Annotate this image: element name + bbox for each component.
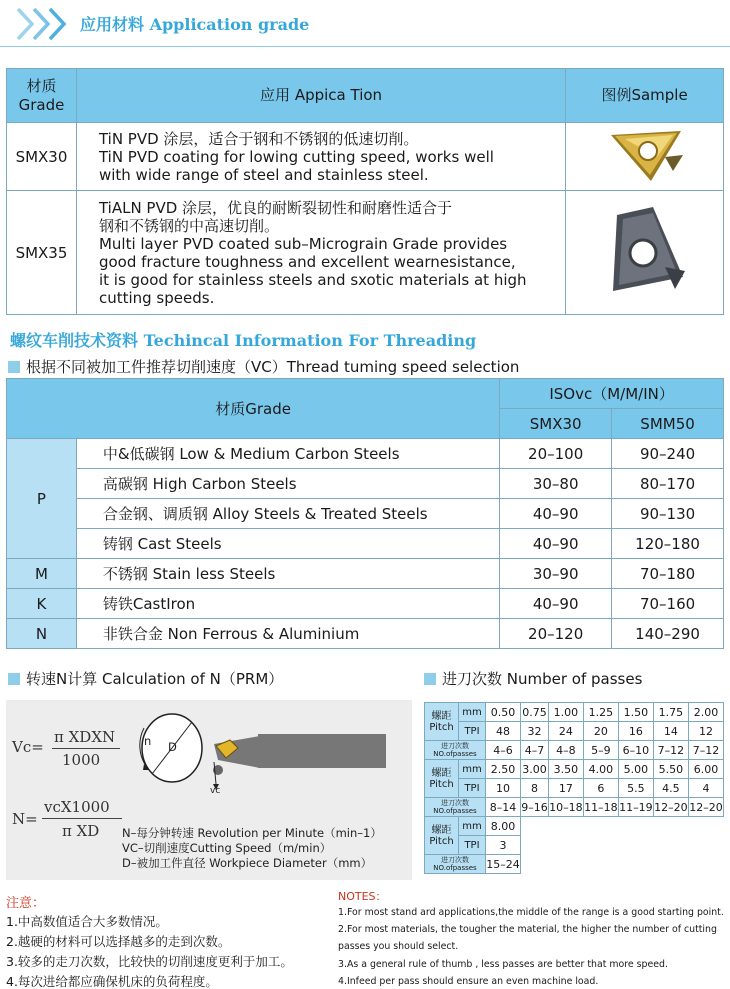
col-smx30: SMX30 (500, 409, 612, 439)
cn-note: 2.越硬的材料可以选择越多的走到次数。 (6, 934, 231, 949)
fraction-bar (52, 748, 120, 749)
passes-value: 11–18 (583, 798, 618, 817)
square-bullet-icon (8, 361, 20, 373)
tpi-value: 17 (548, 779, 583, 798)
empty-cell (653, 836, 688, 855)
application-header: 应用 Appica Tion (76, 69, 565, 123)
page-title: 应用材料 Application grade (80, 15, 310, 34)
empty-cell (688, 817, 723, 836)
passes-value: 7–12 (688, 741, 723, 760)
tpi-value: 5.5 (618, 779, 653, 798)
calc-legend-line: VC–切削速度Cutting Speed（m/min） (122, 841, 332, 855)
speed-value: 80–170 (612, 469, 724, 499)
calculation-panel (6, 700, 412, 880)
en-notes-title: NOTES： (338, 890, 387, 903)
fraction-bar (42, 818, 122, 819)
empty-cell (521, 836, 549, 855)
material-name: 铸铁CastIron (76, 589, 499, 619)
empty-cell (688, 836, 723, 855)
material-name: 不锈钢 Stain less Steels (76, 559, 499, 589)
tpi-value: 8 (521, 779, 549, 798)
passes-value: 15–24 (486, 855, 521, 874)
speed-value: 40–90 (500, 589, 612, 619)
pitch-mm-value: 1.25 (583, 703, 618, 722)
iso-header: ISOvc（M/M/IN） (500, 379, 724, 409)
pitch-mm-value: 0.50 (486, 703, 521, 722)
empty-cell (583, 817, 618, 836)
passes-value: 9–16 (521, 798, 549, 817)
pitch-mm-value: 5.00 (618, 760, 653, 779)
square-bullet-icon (8, 673, 20, 685)
grade-cell: SMX30 (7, 123, 77, 191)
en-notes (338, 904, 730, 989)
empty-cell (583, 855, 618, 874)
pitch-mm-value: 1.50 (618, 703, 653, 722)
en-note: 4.Infeed per pass should ensure an even machine load. (338, 975, 599, 987)
passes-label: 进刀次数 NO.ofpasses (425, 798, 486, 817)
empty-cell (688, 855, 723, 874)
passes-value: 5–9 (583, 741, 618, 760)
material-name: 中&低碳钢 Low & Medium Carbon Steels (76, 439, 499, 469)
n-denominator: π XD (62, 822, 100, 840)
passes-value: 6–10 (618, 741, 653, 760)
speed-value: 90–240 (612, 439, 724, 469)
calc-legend-line: D–被加工件直径 Workpiece Diameter（mm） (122, 856, 373, 870)
label-d: D (168, 740, 177, 754)
group-cell: N (7, 619, 77, 649)
unit-tpi: TPI (459, 779, 486, 798)
tpi-value: 14 (653, 722, 688, 741)
cn-note: 3.较多的走刀次数，比较快的切削速度更利于加工。 (6, 954, 293, 969)
passes-value: 7–12 (653, 741, 688, 760)
empty-cell (548, 817, 583, 836)
passes-value: 12–20 (688, 798, 723, 817)
tpi-value: 6 (583, 779, 618, 798)
pitch-mm-value: 0.75 (521, 703, 549, 722)
speed-value: 20–100 (500, 439, 612, 469)
tpi-value: 10 (486, 779, 521, 798)
empty-cell (618, 817, 653, 836)
speed-value: 30–80 (500, 469, 612, 499)
cn-note: 4.每次进给都应确保机床的负荷程度。 (6, 974, 218, 989)
header-divider (0, 46, 730, 47)
unit-mm: mm (459, 760, 486, 779)
sample-cell (566, 191, 724, 315)
pitch-mm-value: 2.00 (688, 703, 723, 722)
sample-cell (566, 123, 724, 191)
calc-legend-line: N–每分钟转速 Revolution per Minute（min–1） (122, 826, 382, 840)
tpi-value: 12 (688, 722, 723, 741)
unit-mm: mm (459, 703, 486, 722)
speed-subtitle: 根据不同被加工件推荐切削速度（VC）Thread tuming speed selection (8, 356, 519, 377)
empty-cell (521, 855, 549, 874)
speed-value: 90–130 (612, 499, 724, 529)
speed-value: 120–180 (612, 529, 724, 559)
material-name: 铸钢 Cast Steels (76, 529, 499, 559)
vc-denominator: 1000 (62, 751, 101, 769)
square-bullet-icon (424, 673, 436, 685)
unit-tpi: TPI (459, 722, 486, 741)
col-smm50: SMM50 (612, 409, 724, 439)
tpi-value: 4 (688, 779, 723, 798)
empty-cell (548, 855, 583, 874)
calc-title: 转速N计算 Calculation of N（PRM） (8, 668, 283, 689)
unit-tpi: TPI (459, 836, 486, 855)
pitch-mm-value: 6.00 (688, 760, 723, 779)
material-name: 高碳钢 High Carbon Steels (76, 469, 499, 499)
vc-numerator: π XDXN (54, 728, 116, 746)
en-note: 1.For most stand ard applications,the middle of the range is a good starting point. (338, 907, 724, 918)
label-n: n (144, 734, 152, 748)
pitch-label: 螺距 Pitch (425, 703, 459, 741)
n-lhs: N= (12, 810, 38, 828)
en-note: passes you should select. (338, 941, 459, 953)
en-note: 3.As a general rule of thumb , less passes are better that more speed. (338, 958, 668, 970)
grey-insert-image (603, 205, 687, 297)
application-grade-table (6, 68, 724, 315)
pitch-label: 螺距 Pitch (425, 760, 459, 798)
empty-cell (583, 836, 618, 855)
passes-table (424, 702, 724, 874)
empty-cell (618, 836, 653, 855)
pitch-mm-value: 3.50 (548, 760, 583, 779)
speed-table (6, 378, 724, 649)
cn-notes (6, 912, 293, 989)
sample-header: 图例Sample (566, 69, 724, 123)
pitch-label: 螺距 Pitch (425, 817, 459, 855)
speed-value: 40–90 (500, 529, 612, 559)
vc-lhs: Vc= (12, 738, 44, 756)
pitch-mm-value: 8.00 (486, 817, 521, 836)
tpi-value: 32 (521, 722, 549, 741)
passes-value: 4–8 (548, 741, 583, 760)
speed-value: 40–90 (500, 499, 612, 529)
speed-value: 20–120 (500, 619, 612, 649)
cn-notes-title: 注意： (6, 896, 46, 911)
empty-cell (653, 817, 688, 836)
tpi-value: 3 (486, 836, 521, 855)
pitch-mm-value: 2.50 (486, 760, 521, 779)
speed-value: 140–290 (612, 619, 724, 649)
page-header (0, 0, 730, 50)
grade-description: TiALN PVD 涂层，优良的耐断裂韧性和耐磨性适合于 钢和不锈钢的中高速切削。 Multi layer PVD coated sub–Micrograin Grade provides good fracture toughness and excellent wearnesistance, it is good for stainless steels and sxotic materials at high cutting speeds. (76, 191, 565, 315)
cn-note: 1.中高数值适合大多数情况。 (6, 914, 168, 929)
group-cell: K (7, 589, 77, 619)
tpi-value: 4.5 (653, 779, 688, 798)
speed-value: 70–180 (612, 559, 724, 589)
passes-title: 进刀次数 Number of passes (424, 668, 642, 689)
grade-cell: SMX35 (7, 191, 77, 315)
en-note: 2.For most materials, the tougher the material, the higher the number of cutting (338, 924, 717, 936)
passes-value: 12–20 (653, 798, 688, 817)
material-name: 合金钢、调质钢 Alloy Steels & Treated Steels (76, 499, 499, 529)
empty-cell (618, 855, 653, 874)
pitch-mm-value: 4.00 (583, 760, 618, 779)
unit-mm: mm (459, 817, 486, 836)
speed-value: 30–90 (500, 559, 612, 589)
passes-value: 8–14 (486, 798, 521, 817)
pitch-mm-value: 3.00 (521, 760, 549, 779)
passes-value: 10–18 (548, 798, 583, 817)
group-cell: M (7, 559, 77, 589)
group-cell: P (7, 439, 77, 559)
empty-cell (521, 817, 549, 836)
passes-value: 11–19 (618, 798, 653, 817)
tpi-value: 48 (486, 722, 521, 741)
speed-value: 70–160 (612, 589, 724, 619)
grade-description: TiN PVD 涂层，适合于钢和不锈钢的低速切削。 TiN PVD coating for lowing cutting speed, works well with wide range of steel and stainless steel. (76, 123, 565, 191)
passes-label: 进刀次数 NO.ofpasses (425, 741, 486, 760)
gold-insert-image (603, 127, 687, 183)
pitch-mm-value: 1.00 (548, 703, 583, 722)
tpi-value: 20 (583, 722, 618, 741)
label-vc: vc (210, 786, 221, 796)
empty-cell (653, 855, 688, 874)
empty-cell (548, 836, 583, 855)
material-name: 非铁合金 Non Ferrous & Aluminium (76, 619, 499, 649)
tpi-value: 16 (618, 722, 653, 741)
pitch-mm-value: 5.50 (653, 760, 688, 779)
passes-value: 4–6 (486, 741, 521, 760)
grade-header: 材质 Grade (7, 69, 77, 123)
threading-title: 螺纹车削技术资料 Techincal Information For Threading (10, 331, 477, 350)
passes-label: 进刀次数 NO.ofpasses (425, 855, 486, 874)
pitch-mm-value: 1.75 (653, 703, 688, 722)
chevrons-icon (14, 6, 74, 42)
tpi-value: 24 (548, 722, 583, 741)
passes-value: 4–7 (521, 741, 549, 760)
n-numerator: vcX1000 (44, 798, 110, 816)
material-header: 材质Grade (7, 379, 500, 439)
